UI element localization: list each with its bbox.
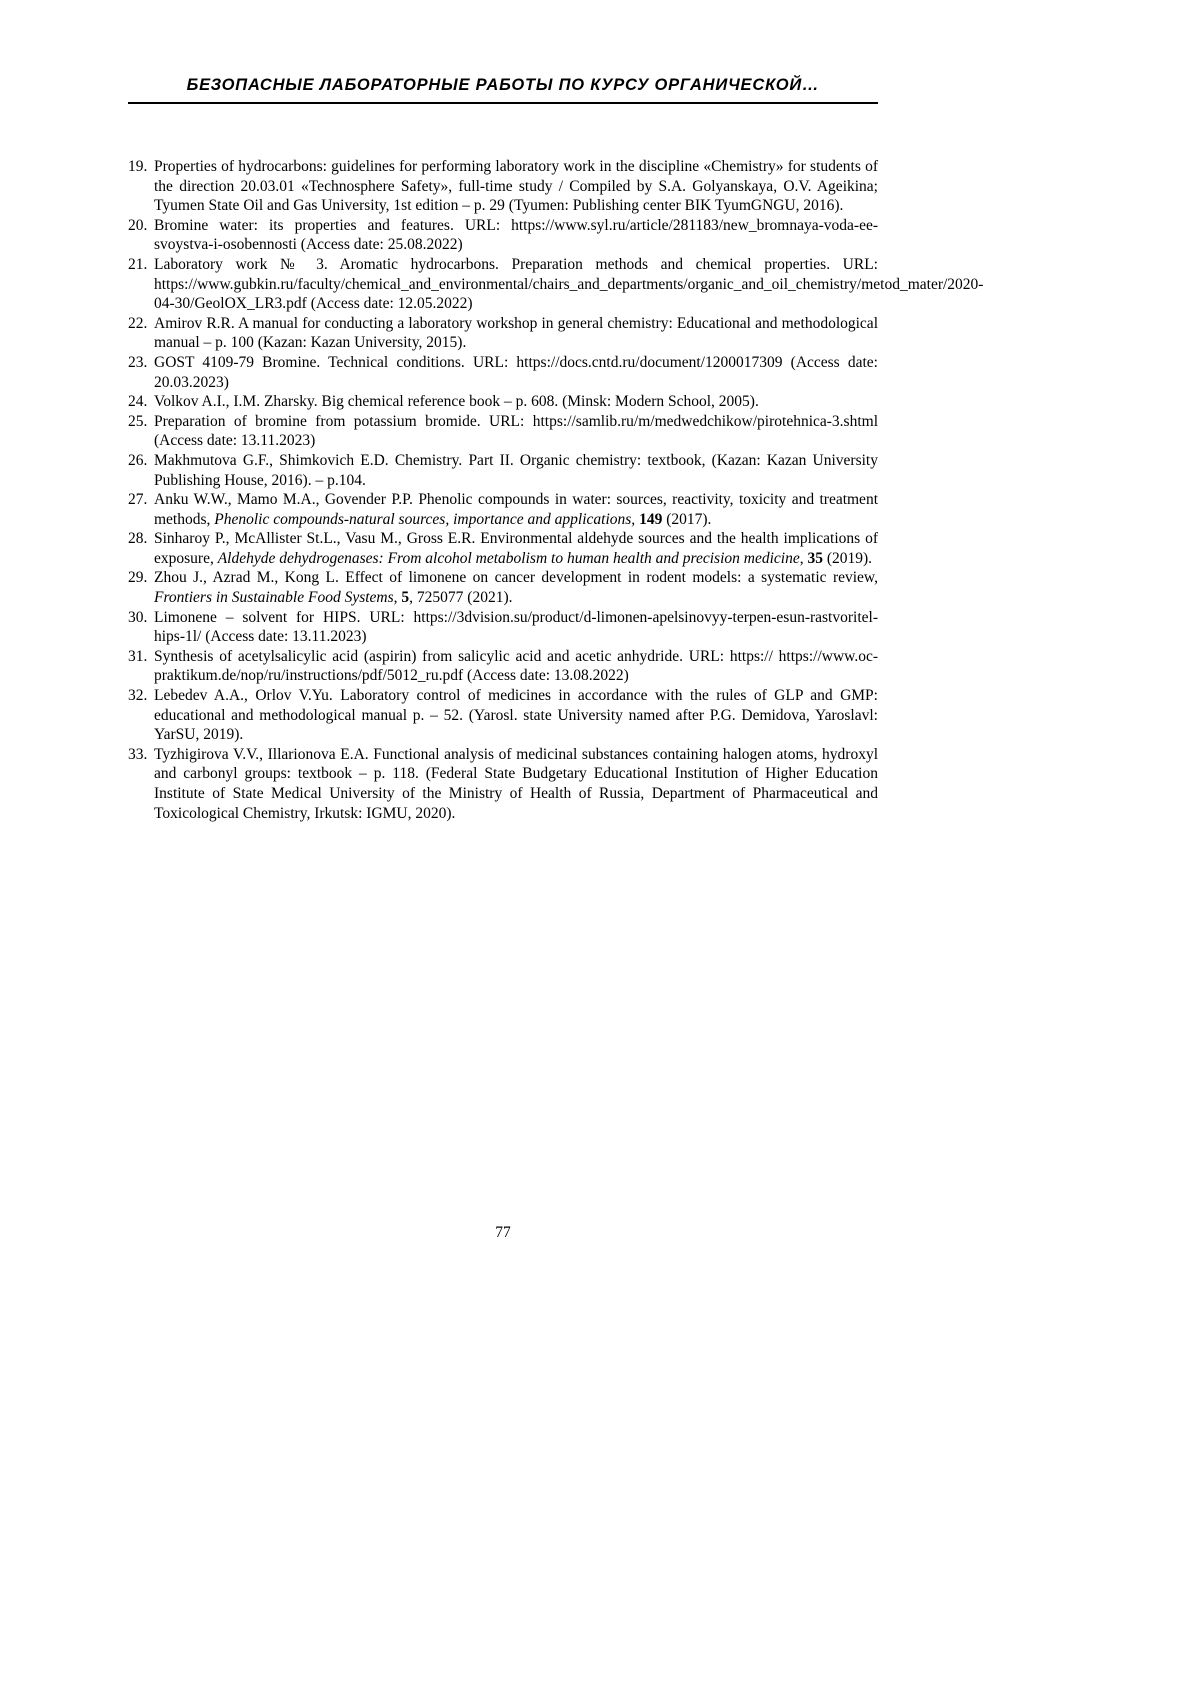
- page-content: [128, 0, 984, 823]
- reference-item: [128, 568, 878, 607]
- reference-text-segment: Volkov A.I., I.M. Zharsky. Big chemical reference book – p. 608. (Minsk: Modern School, 2005).: [154, 393, 759, 411]
- reference-text: [154, 491, 878, 528]
- reference-number: 23.: [128, 353, 148, 371]
- reference-text-segment: Phenolic compounds-natural sources, importance and applications,: [214, 510, 636, 528]
- reference-text-segment: , 725077 (2021).: [409, 589, 513, 607]
- reference-item: [128, 157, 878, 216]
- reference-text-segment: Bromine water: its properties and features. URL: https://www.syl.ru/article/281183/new_bromnaya-voda-ee-svoystva-i-osobennosti (Access date: 25.08.2022): [154, 216, 878, 254]
- reference-text: [154, 217, 878, 254]
- reference-number: 25.: [128, 412, 148, 430]
- reference-item: [128, 608, 878, 647]
- page-number: 77: [495, 1224, 511, 1241]
- reference-text: [154, 452, 878, 489]
- reference-text-segment: 149: [639, 510, 663, 528]
- reference-text: [154, 746, 878, 822]
- reference-item: [128, 314, 878, 353]
- reference-text-segment: (2019).: [822, 549, 873, 567]
- header-rule: [128, 102, 878, 104]
- reference-text-segment: Makhmutova G.F., Shimkovich E.D. Chemistry. Part II. Organic chemistry: textbook, (Kazan: Kazan University Publishing House, 2016). – p.104.: [154, 451, 878, 489]
- reference-text-segment: 5: [401, 589, 410, 607]
- reference-item: [128, 451, 878, 490]
- reference-text: [154, 569, 878, 606]
- reference-item: [128, 529, 878, 568]
- reference-text-segment: Preparation of bromine from potassium bromide. URL: https://samlib.ru/m/medwedchikow/pirotehnica-3.shtml (Access date: 13.11.2023): [154, 412, 878, 450]
- page-header: [128, 0, 878, 104]
- reference-text: [154, 648, 878, 685]
- reference-number: 32.: [128, 687, 148, 705]
- reference-text-segment: Laboratory work № 3. Aromatic hydrocarbons. Preparation methods and chemical properties. URL: https://www.gubkin.ru/faculty/chemical_and_environmental/chairs_and_departments/organic_and_oil_chemistry/metod_mater/2020-04-30/GeolOX_LR3.pdf (Access date: 12.05.2022): [154, 255, 984, 313]
- reference-text: [154, 158, 878, 214]
- references-list: [128, 157, 984, 823]
- reference-text-segment: Sinharoy P., McAllister St.L., Vasu M., Gross E.R. Environmental aldehyde sources and the health implications of exposure,: [154, 530, 878, 567]
- reference-item: [128, 647, 878, 686]
- reference-text-segment: Amirov R.R. A manual for conducting a laboratory workshop in general chemistry: Educational and methodological manual – p. 100 (Kazan: Kazan University, 2015).: [154, 314, 878, 352]
- reference-item: [128, 686, 878, 745]
- reference-item: [128, 216, 878, 255]
- reference-text-segment: Properties of hydrocarbons: guidelines for performing laboratory work in the discipline «Chemistry» for students of the direction 20.03.01 «Technosphere Safety», full-time study / Compiled by S.A. Golyanskaya, O.V. Ageikina; Tyumen State Oil and Gas University, 1st edition – p. 29 (Tyumen: Publishing center BIK TyumGNGU, 2016).: [154, 158, 878, 215]
- reference-item: [128, 412, 878, 451]
- reference-text-segment: ,: [799, 549, 808, 567]
- reference-text-segment: Aldehyde dehydrogenases: From alcohol metabolism to human health and precision medicine: [217, 549, 800, 567]
- reference-text-segment: Frontiers in Sustainable Food Systems: [154, 589, 394, 607]
- reference-text-segment: Anku W.W., Mamo M.A., Govender P.P. Phenolic compounds in water: sources, reactivity, toxicity and treatment methods,: [154, 491, 878, 528]
- reference-text-segment: ,: [393, 589, 402, 607]
- reference-item: [128, 745, 878, 823]
- reference-text: [154, 315, 878, 352]
- reference-item: [128, 392, 878, 412]
- reference-number: 19.: [128, 158, 148, 175]
- reference-number: 33.: [128, 745, 148, 763]
- reference-text-segment: Tyzhigirova V.V., Illarionova E.A. Functional analysis of medicinal substances containing halogen atoms, hydroxyl and carbonyl groups: textbook – p. 118. (Federal State Budgetary Educational Institution of Higher Education Institute of State Medical University of the Ministry of Health of Russia, Department of Pharmaceutical and Toxicological Chemistry, Irkutsk: IGMU, 2020).: [154, 745, 878, 822]
- reference-number: 22.: [128, 314, 148, 332]
- reference-text: [154, 530, 878, 567]
- reference-text: [154, 609, 878, 646]
- reference-number: 21.: [128, 255, 148, 273]
- reference-text: [154, 354, 878, 391]
- reference-item: [128, 490, 878, 529]
- reference-number: 27.: [128, 491, 148, 509]
- reference-text: [154, 393, 759, 410]
- reference-text-segment: Zhou J., Azrad M., Kong L. Effect of limonene on cancer development in rodent models: a systematic review,: [154, 569, 878, 587]
- reference-number: 26.: [128, 451, 148, 469]
- reference-text: [154, 413, 878, 450]
- reference-text-segment: GOST 4109-79 Bromine. Technical conditions. URL: https://docs.cntd.ru/document/1200017309 (Access date: 20.03.2023): [154, 353, 878, 391]
- reference-item: [128, 353, 878, 392]
- reference-text-segment: Lebedev A.A., Orlov V.Yu. Laboratory control of medicines in accordance with the rules of GLP and GMP: educational and methodological manual p. – 52. (Yarosl. state University named after P.G. Demidova, Yaroslavl: YarSU, 2019).: [154, 687, 878, 744]
- reference-number: 31.: [128, 647, 148, 665]
- reference-text: [154, 687, 878, 743]
- running-header-title: БЕЗОПАСНЫЕ ЛАБОРАТОРНЫЕ РАБОТЫ ПО КУРСУ ОРГАНИЧЕСКОЙ…: [186, 76, 820, 94]
- reference-text-segment: (2017).: [662, 510, 712, 528]
- reference-number: 29.: [128, 569, 148, 587]
- reference-text-segment: Limonene – solvent for HIPS. URL: https://3dvision.su/product/d-limonen-apelsinovyy-terpen-esun-rastvoritel-hips-1l/ (Access date: 13.11.2023): [154, 608, 878, 646]
- reference-text-segment: 35: [807, 549, 823, 567]
- reference-number: 28.: [128, 530, 148, 548]
- reference-text-segment: Synthesis of acetylsalicylic acid (aspirin) from salicylic acid and acetic anhydride. URL: https:// https://www.oc-praktikum.de/nop/ru/instructions/pdf/5012_ru.pdf (Access date: 13.08.2022): [154, 647, 878, 685]
- reference-item: [128, 255, 984, 314]
- reference-number: 20.: [128, 216, 148, 234]
- reference-text: [154, 256, 983, 312]
- reference-number: 24.: [128, 393, 148, 411]
- reference-number: 30.: [128, 608, 148, 626]
